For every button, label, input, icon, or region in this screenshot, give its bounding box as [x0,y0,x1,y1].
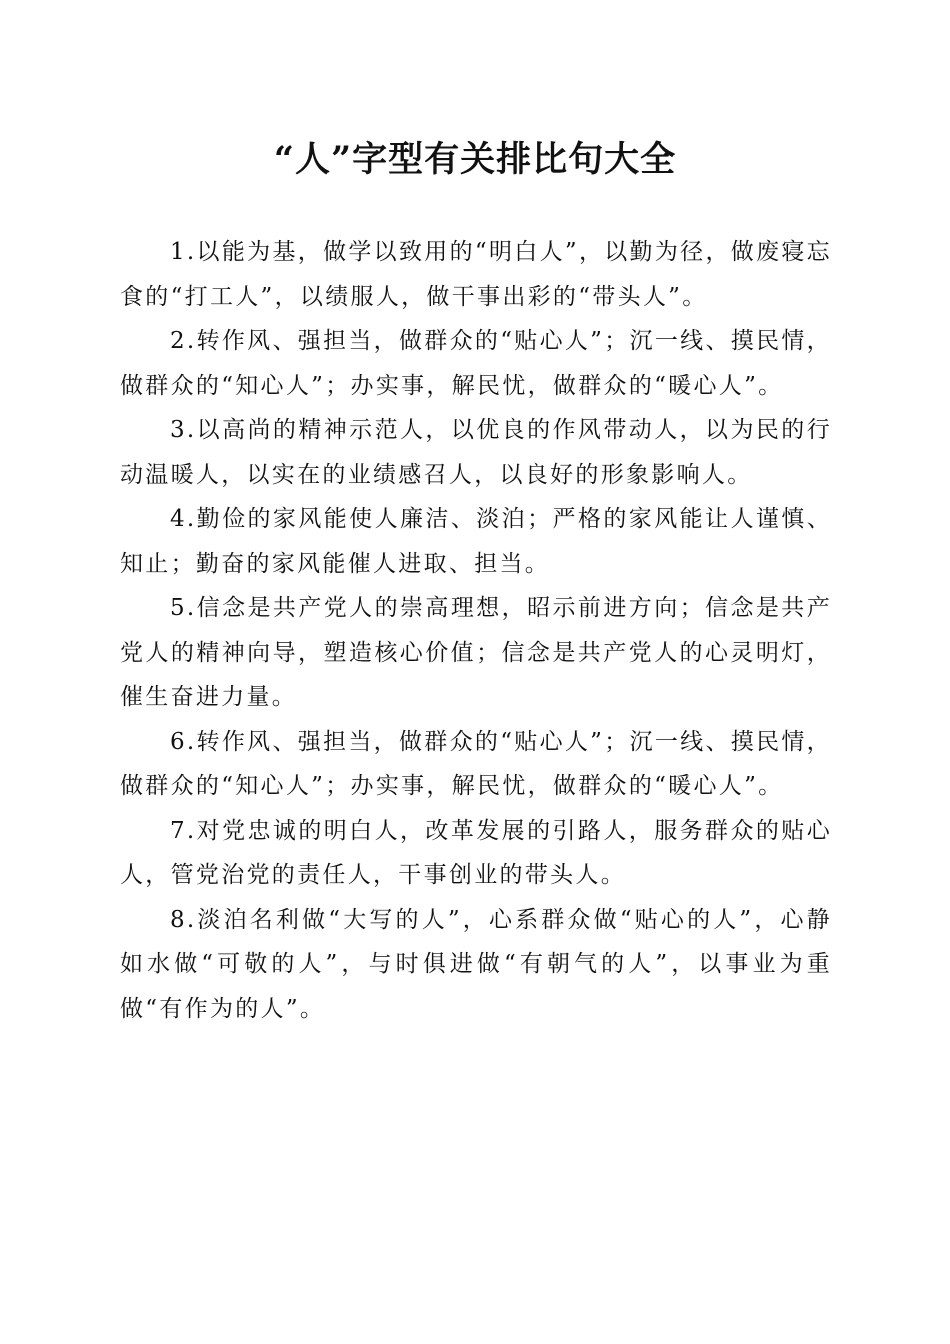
paragraph-3: 3.以高尚的精神示范人，以优良的作风带动人，以为民的行动温暖人，以实在的业绩感召人，以良好的形象影响人。 [120,417,832,488]
paragraph-7: 7.对党忠诚的明白人，改革发展的引路人，服务群众的贴心人，管党治党的责任人，干事创业的带头人。 [120,817,832,888]
paragraph-1: 1.以能为基，做学以致用的“明白人”，以勤为径，做废寝忘食的“打工人”，以绩服人，做干事出彩的“带头人”。 [120,239,832,310]
document-body [120,230,832,1031]
paragraph-6: 6.转作风、强担当，做群众的“贴心人”；沉一线、摸民情，做群众的“知心人”；办实事，解民忧，做群众的“暖心人”。 [120,728,832,799]
paragraph-2: 2.转作风、强担当，做群众的“贴心人”；沉一线、摸民情，做群众的“知心人”；办实事，解民忧，做群众的“暖心人”。 [120,328,832,399]
document-title: “人”字型有关排比句大全 [273,139,677,180]
paragraph-5: 5.信念是共产党人的崇高理想，昭示前进方向；信念是共产党人的精神向导，塑造核心价值；信念是共产党人的心灵明灯，催生奋进力量。 [120,595,832,710]
paragraph-8: 8.淡泊名利做“大写的人”，心系群众做“贴心的人”，心静如水做“可敬的人”，与时俱进做“有朝气的人”，以事业为重做“有作为的人”。 [120,906,832,1022]
paragraph-4: 4.勤俭的家风能使人廉洁、淡泊；严格的家风能让人谨慎、知止；勤奋的家风能催人进取、担当。 [120,506,832,577]
